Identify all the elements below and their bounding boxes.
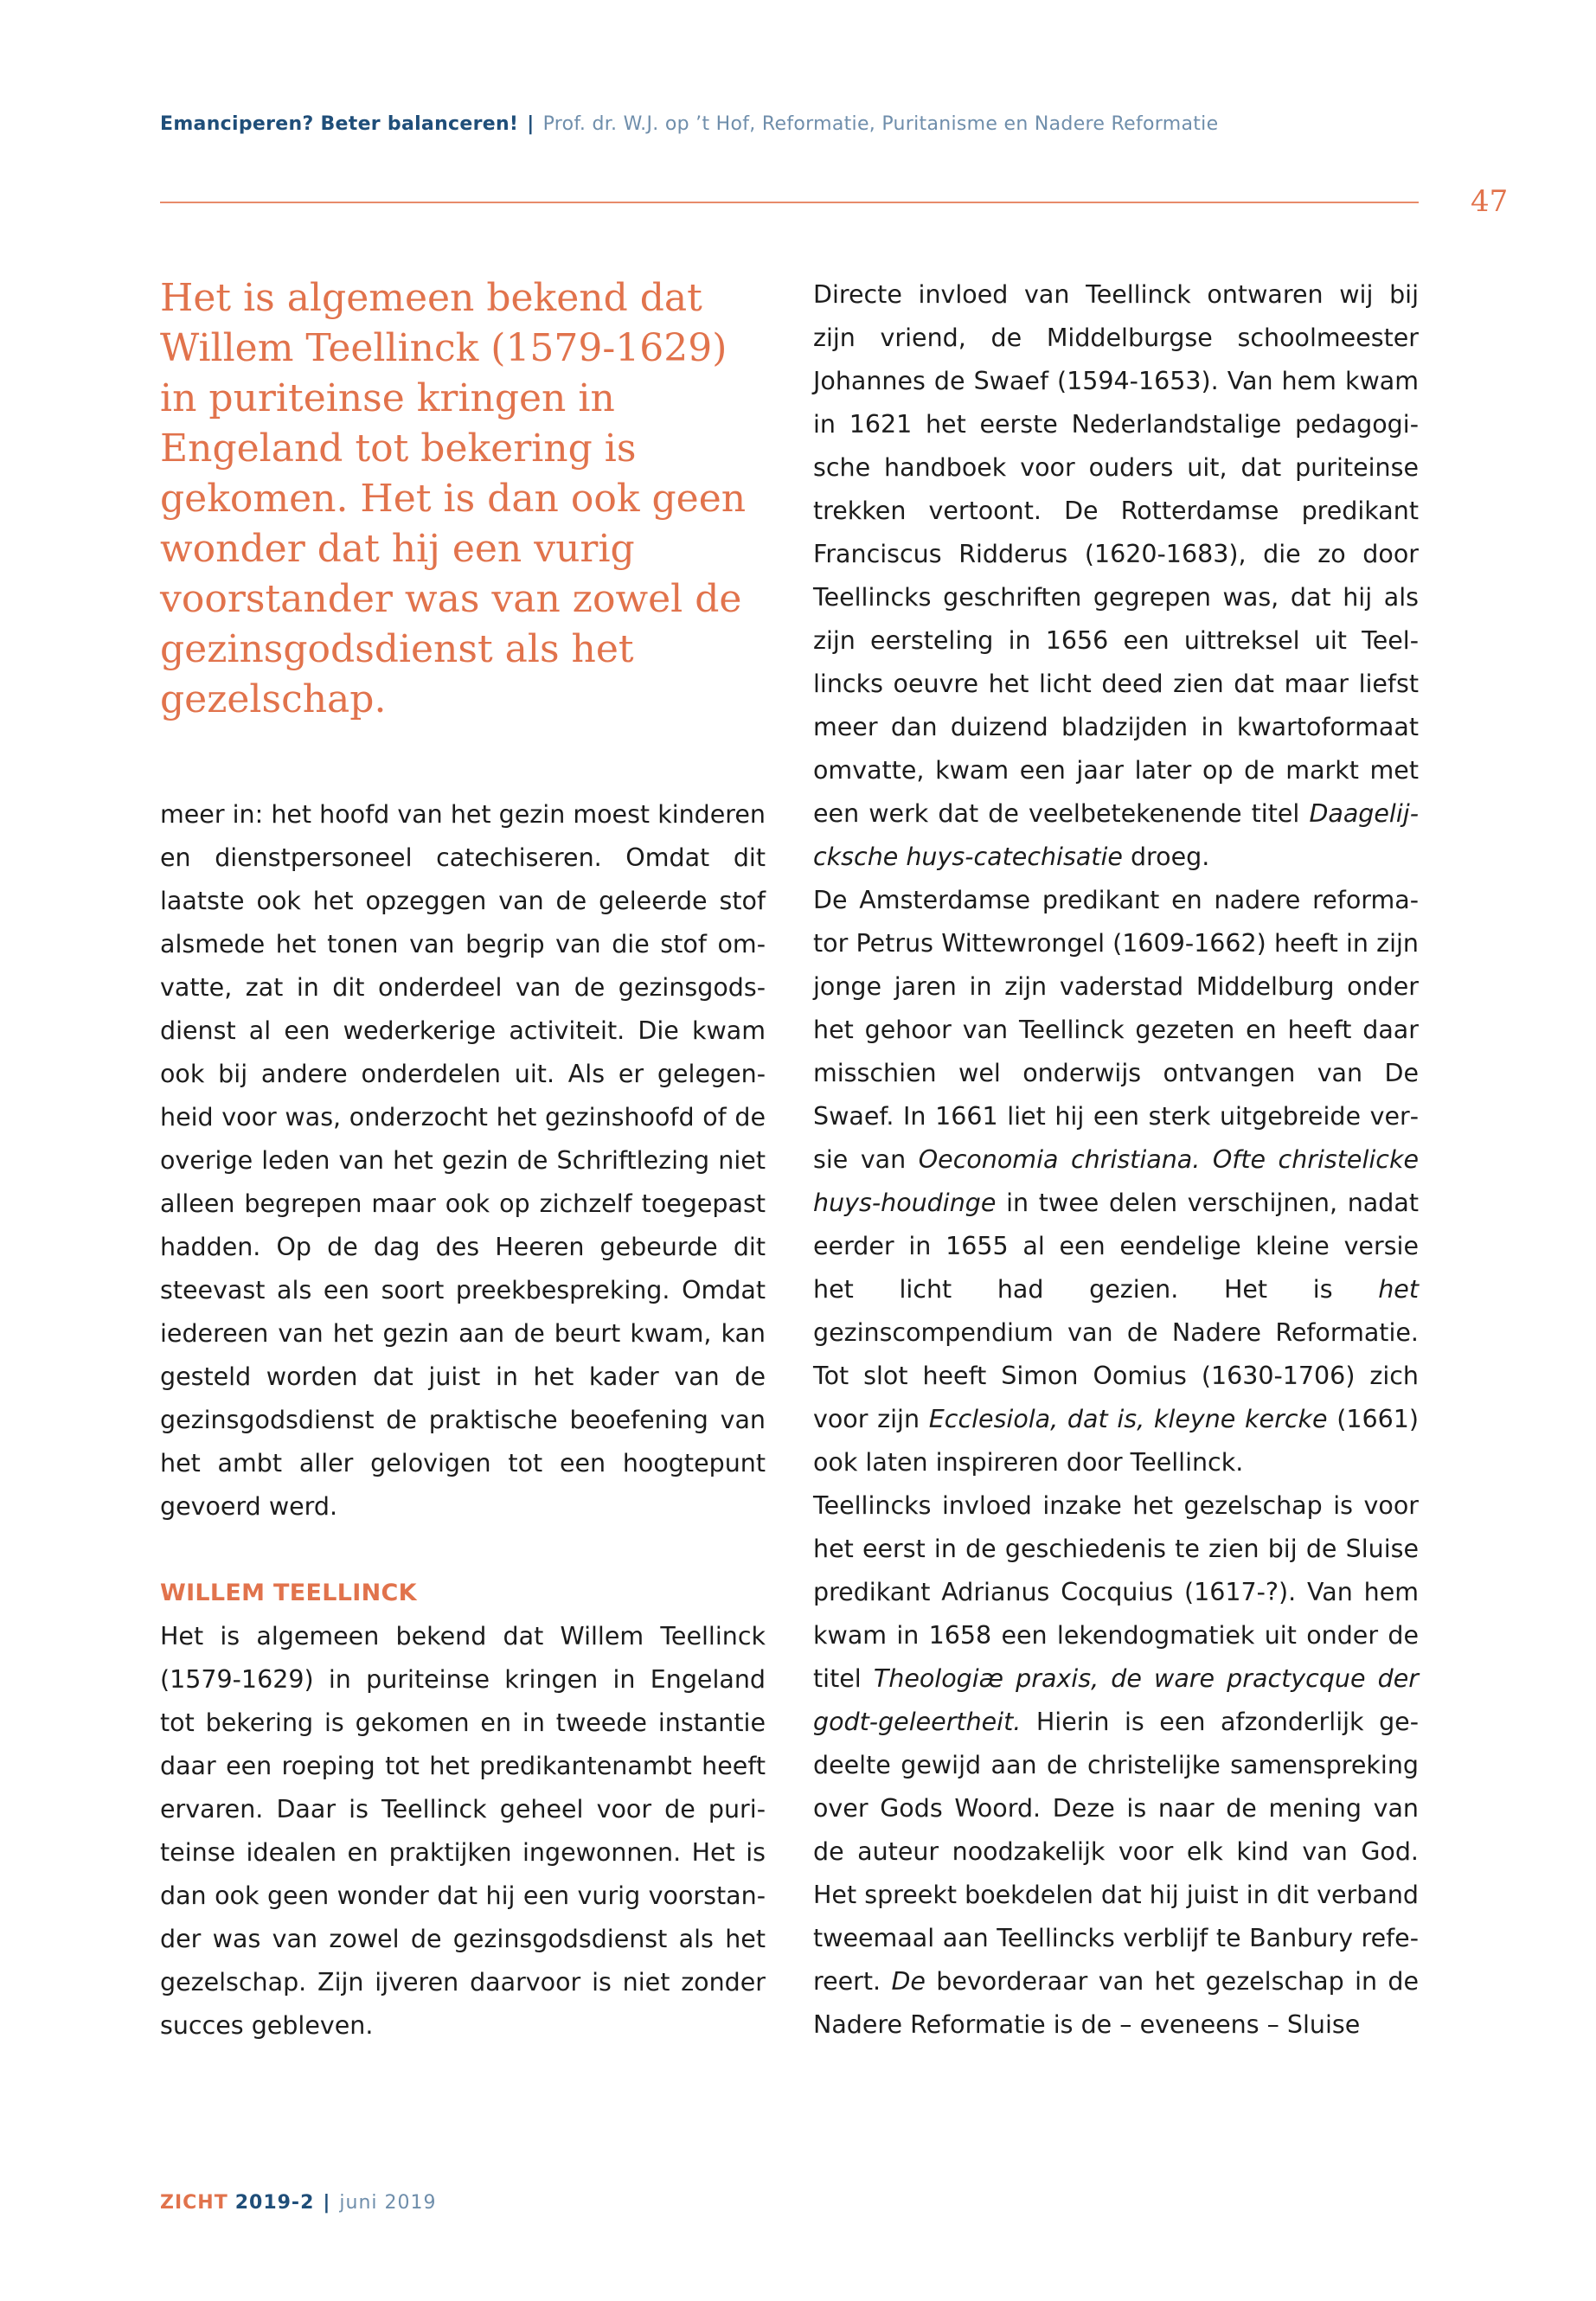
right-column	[813, 273, 1419, 2047]
text-run: Hierin is een afzonderlijk gedeelte gewijd aan de christelijke samenspreking over Gods Woord. Deze is naar de mening van de auteur noodzakelijk voor elk kind van God. Het spreekt boekdelen dat hij juist in dit verband tweemaal aan Teellincks verblijf te Banbury refereert.	[813, 1708, 1419, 1996]
book-title: Oeconomia christiana. Ofte christelicke huys-houdinge	[813, 1145, 1419, 1217]
header-separator: |	[527, 113, 535, 135]
book-title: Daagelijcksche huys-catechisatie	[813, 799, 1419, 871]
footer-separator: |	[323, 2192, 331, 2214]
text-run: in twee delen verschijnen, nadat eerder in 1655 al een eendelige kleine versie het licht had gezien. Het is	[813, 1189, 1419, 1304]
emphasis: De	[891, 1967, 926, 1996]
book-title: Ecclesiola, dat is, kleyne kercke	[928, 1405, 1328, 1433]
running-header	[160, 113, 1218, 135]
footer-date: juni 2019	[339, 2192, 437, 2214]
right-paragraph-1	[813, 273, 1419, 879]
footer	[160, 2192, 437, 2214]
text-run: De Amsterdamse predikant en nadere reformator Petrus Wittewrongel (1609-1662) heeft in zijn jonge jaren in zijn vaderstad Middelburg onder het gehoor van Teellinck gezeten en heeft daar misschien wel onderwijs ontvangen van De Swaef. In 1661 liet hij een sterk uitgebreide versie van	[813, 886, 1419, 1174]
footer-issue: 2019-2	[234, 2192, 315, 2214]
text-run: Teellincks invloed inzake het gezelschap is voor het eerst in de geschiedenis te zien bij de Sluise predikant Adrianus Cocquius (1617-?). Van hem kwam in 1658 een lekendogmatiek uit onder de titel	[813, 1491, 1419, 1693]
page-number: 47	[1471, 184, 1509, 219]
text-run: droeg.	[1122, 843, 1210, 871]
section-heading: WILLEM TEELLINCK	[160, 1580, 417, 1606]
right-paragraph-3	[813, 1484, 1419, 2047]
right-paragraph-2	[813, 879, 1419, 1484]
header-rule	[160, 202, 1419, 203]
footer-brand: ZICHT	[160, 2192, 228, 2214]
pull-quote: Het is algemeen bekend dat Willem Teellinck (1579-1629) in puriteinse kringen in Engeland tot bekering is gekomen. Het is dan ook geen wonder dat hij een vurig voorstander was van zowel de gezinsgodsdienst als het gezelschap.	[160, 276, 747, 721]
left-paragraph-2: Het is algemeen bekend dat Willem Teellinck (1579-1629) in puriteinse kringen in Engeland tot bekering is gekomen en in tweede instantie daar een roeping tot het predikantenambt heeft ervaren. Daar is Teellinck geheel voor de puriteinse idealen en praktijken ingewonnen. Het is dan ook geen wonder dat hij een vurig voorstander was van zowel de gezinsgodsdienst als het gezelschap. Zijn ijveren daarvoor is niet zonder succes gebleven.	[160, 1622, 766, 2040]
header-subtitle: Prof. dr. W.J. op ’t Hof, Reformatie, Puritanisme en Nadere Reformatie	[542, 113, 1219, 135]
header-title: Emanciperen? Beter balanceren!	[160, 113, 519, 135]
text-run: bevorderaar van het gezelschap in de Nadere Reformatie is de – eveneens – Sluise	[813, 1967, 1420, 2039]
text-run: gezinscompendium van de Nadere Reformatie. Tot slot heeft Simon Oomius (1630-1706) zich voor zijn	[813, 1318, 1419, 1433]
left-paragraph-1: meer in: het hoofd van het gezin moest kinderen en dienstpersoneel catechiseren. Omdat dit laatste ook het opzeggen van de geleerde stof alsmede het tonen van begrip van die stof omvatte, zat in dit onderdeel van de gezinsgodsdienst al een wederkerige activiteit. Die kwam ook bij andere onderdelen uit. Als er gelegenheid voor was, onderzocht het gezinshoofd of de overige leden van het gezin de Schriftlezing niet alleen begrepen maar ook op zichzelf toegepast hadden. Op de dag des Heeren gebeurde dit steevast als een soort preekbespreking. Omdat iedereen van het gezin aan de beurt kwam, kan gesteld worden dat juist in het kader van de gezinsgodsdienst de praktische beoefening van het ambt aller gelovigen tot een hoogtepunt gevoerd werd.	[160, 800, 766, 1521]
text-run: (1661) ook laten inspireren door Teellinck.	[813, 1405, 1420, 1477]
emphasis: het	[1378, 1275, 1419, 1304]
left-column	[160, 793, 766, 2048]
book-title: Theologiæ praxis, de ware practycque der godt-geleertheit.	[813, 1664, 1419, 1736]
text-run: Directe invloed van Teellinck ontwaren wij bij zijn vriend, de Middelburgse schoolmeester Johannes de Swaef (1594-1653). Van hem kwam in 1621 het eerste Nederlandstalige pedagogische handboek voor ouders uit, dat puriteinse trekken vertoont. De Rotterdamse predikant Franciscus Ridderus (1620-1683), die zo door Teellincks geschriften gegrepen was, dat hij als zijn eersteling in 1656 een uittreksel uit Teellincks oeuvre het licht deed zien dat maar liefst meer dan duizend bladzijden in kwartoformaat omvatte, kwam een jaar later op de markt met een werk dat de veelbetekenende titel	[813, 280, 1419, 828]
